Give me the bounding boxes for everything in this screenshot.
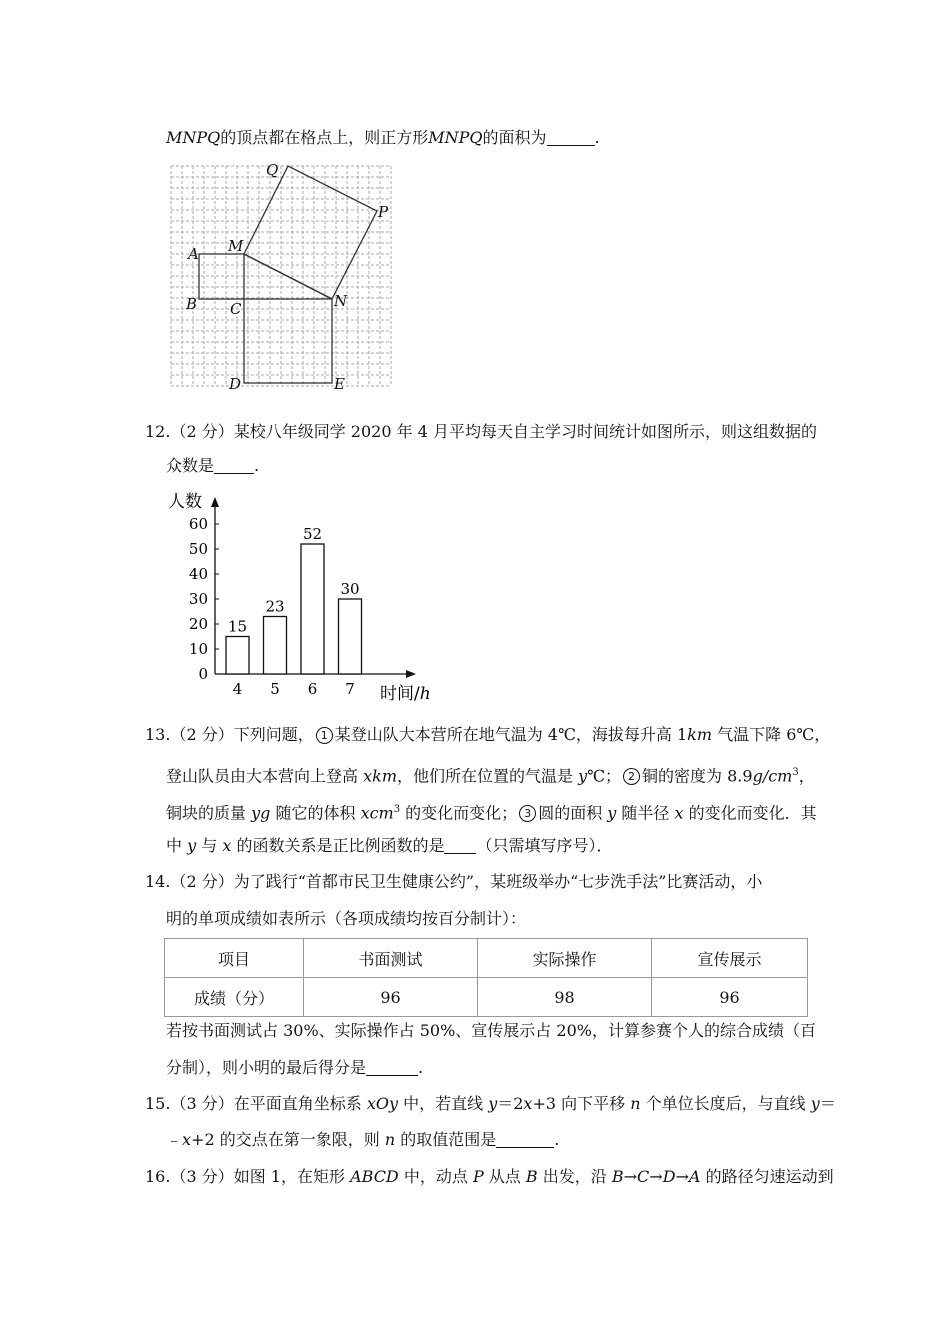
bar — [264, 617, 287, 675]
q11-grid-figure — [168, 163, 408, 403]
q16-line-1: 16.（3 分）如图 1，在矩形 ABCD 中，动点 P 从点 B 出发，沿 B→C→D→A 的路径匀速运动到 — [145, 1167, 834, 1186]
answer-blank — [366, 1059, 418, 1076]
score-table — [164, 938, 808, 1017]
circled-number-3: 3 — [519, 805, 536, 822]
q15-line-2: ﹣x+2 的交点在第一象限，则 n 的取值范围是 . — [166, 1130, 560, 1149]
answer-blank — [214, 457, 254, 474]
table-cell: 96 — [304, 978, 478, 1017]
bar-value-label: 30 — [340, 580, 360, 598]
table-cell: 成绩（分） — [165, 978, 304, 1017]
y-tick-label: 20 — [188, 615, 208, 633]
y-tick-label: 40 — [188, 565, 208, 583]
q14-line-1: 14.（2 分）为了践行“首都市民卫生健康公约”，某班级举办“七步洗手法”比赛活动，小 — [145, 872, 763, 891]
table-row — [165, 978, 808, 1017]
circled-number-2: 2 — [623, 768, 640, 785]
x-tick-label: 5 — [270, 680, 280, 698]
q14-line-2: 明的单项成绩如表所示（各项成绩均按百分制计）： — [166, 909, 527, 928]
x-axis-label: 时间/h — [380, 684, 431, 702]
q14-line-4: 分制），则小明的最后得分是 . — [166, 1058, 424, 1077]
x-tick-label: 6 — [307, 680, 318, 698]
table-header-cell: 书面测试 — [304, 939, 478, 978]
label-q: Q — [266, 163, 279, 179]
q13-line-1: 13.（2 分）下列问题， 1 某登山队大本营所在地气温为 4℃，海拔每升高 1km 气温下降 6℃， — [145, 725, 831, 744]
grid-lines — [171, 166, 391, 386]
table-header-cell: 宣传展示 — [652, 939, 808, 978]
label-m: M — [228, 237, 244, 255]
q11-square-name: MNPQ — [166, 128, 221, 147]
bar — [339, 599, 362, 674]
table-header-row — [165, 939, 808, 978]
bar-value-label: 52 — [302, 525, 323, 543]
circled-number-1: 1 — [316, 727, 333, 744]
bar-value-label: 15 — [227, 617, 248, 636]
bar — [226, 637, 249, 675]
label-d: D — [229, 375, 242, 393]
x-tick-label: 4 — [232, 680, 243, 698]
table-header-cell: 项目 — [165, 939, 304, 978]
label-a: A — [188, 245, 199, 263]
q12-line-2: 众数是 . — [166, 456, 260, 475]
q14-line-3: 若按书面测试占 30%、实际操作占 50%、宣传展示占 20%，计算参赛个人的综合成绩（百 — [166, 1021, 816, 1040]
answer-blank — [444, 837, 476, 854]
square-cdne — [244, 299, 332, 383]
y-axis-label: 人数 — [168, 492, 202, 512]
label-n: N — [334, 292, 348, 310]
table-header-cell: 实际操作 — [478, 939, 652, 978]
label-c: C — [230, 300, 242, 318]
y-tick-label: 60 — [188, 515, 208, 533]
bar — [301, 544, 324, 674]
label-b: B — [186, 295, 198, 313]
y-axis-arrow — [211, 497, 219, 507]
q12-line-1: 12.（2 分）某校八年级同学 2020 年 4 月平均每天自主学习时间统计如图所示，则这组数据的 — [145, 422, 817, 441]
y-tick-label: 30 — [188, 590, 208, 608]
table-cell: 98 — [478, 978, 652, 1017]
answer-blank — [547, 129, 595, 146]
label-e: E — [334, 375, 345, 393]
x-tick-label: 7 — [345, 680, 355, 698]
answer-blank — [496, 1131, 554, 1148]
y-tick-label: 0 — [198, 665, 208, 683]
x-axis-arrow — [406, 670, 416, 678]
label-p: P — [378, 203, 389, 221]
q13-line-4: 中 y 与 x 的函数关系是正比例函数的是 （只需填写序号）． — [166, 836, 613, 855]
y-tick-label: 50 — [188, 540, 208, 558]
q15-line-1: 15.（3 分）在平面直角坐标系 xOy 中，若直线 y＝2x+3 向下平移 n 个单位长度后，与直线 y＝ — [145, 1094, 836, 1113]
q13-line-2: 登山队员由大本营向上登高 xkm，他们所在位置的气温是 y℃； 2 铜的密度为 $8.9g/cm^3$， — [166, 766, 815, 786]
q13-line-3: 铜块的质量 yg 随它的体积 xcm$^3$ 的变化而变化； 3 圆的面积 y 随半径 x 的变化而变化．其 — [166, 803, 817, 823]
bar-chart — [160, 487, 460, 702]
table-cell: 96 — [652, 978, 808, 1017]
y-tick-label: 10 — [188, 640, 208, 658]
bar-value-label: 23 — [265, 597, 285, 616]
q11-text-line: MNPQ的顶点都在格点上，则正方形MNPQ的面积为 . — [166, 128, 600, 147]
